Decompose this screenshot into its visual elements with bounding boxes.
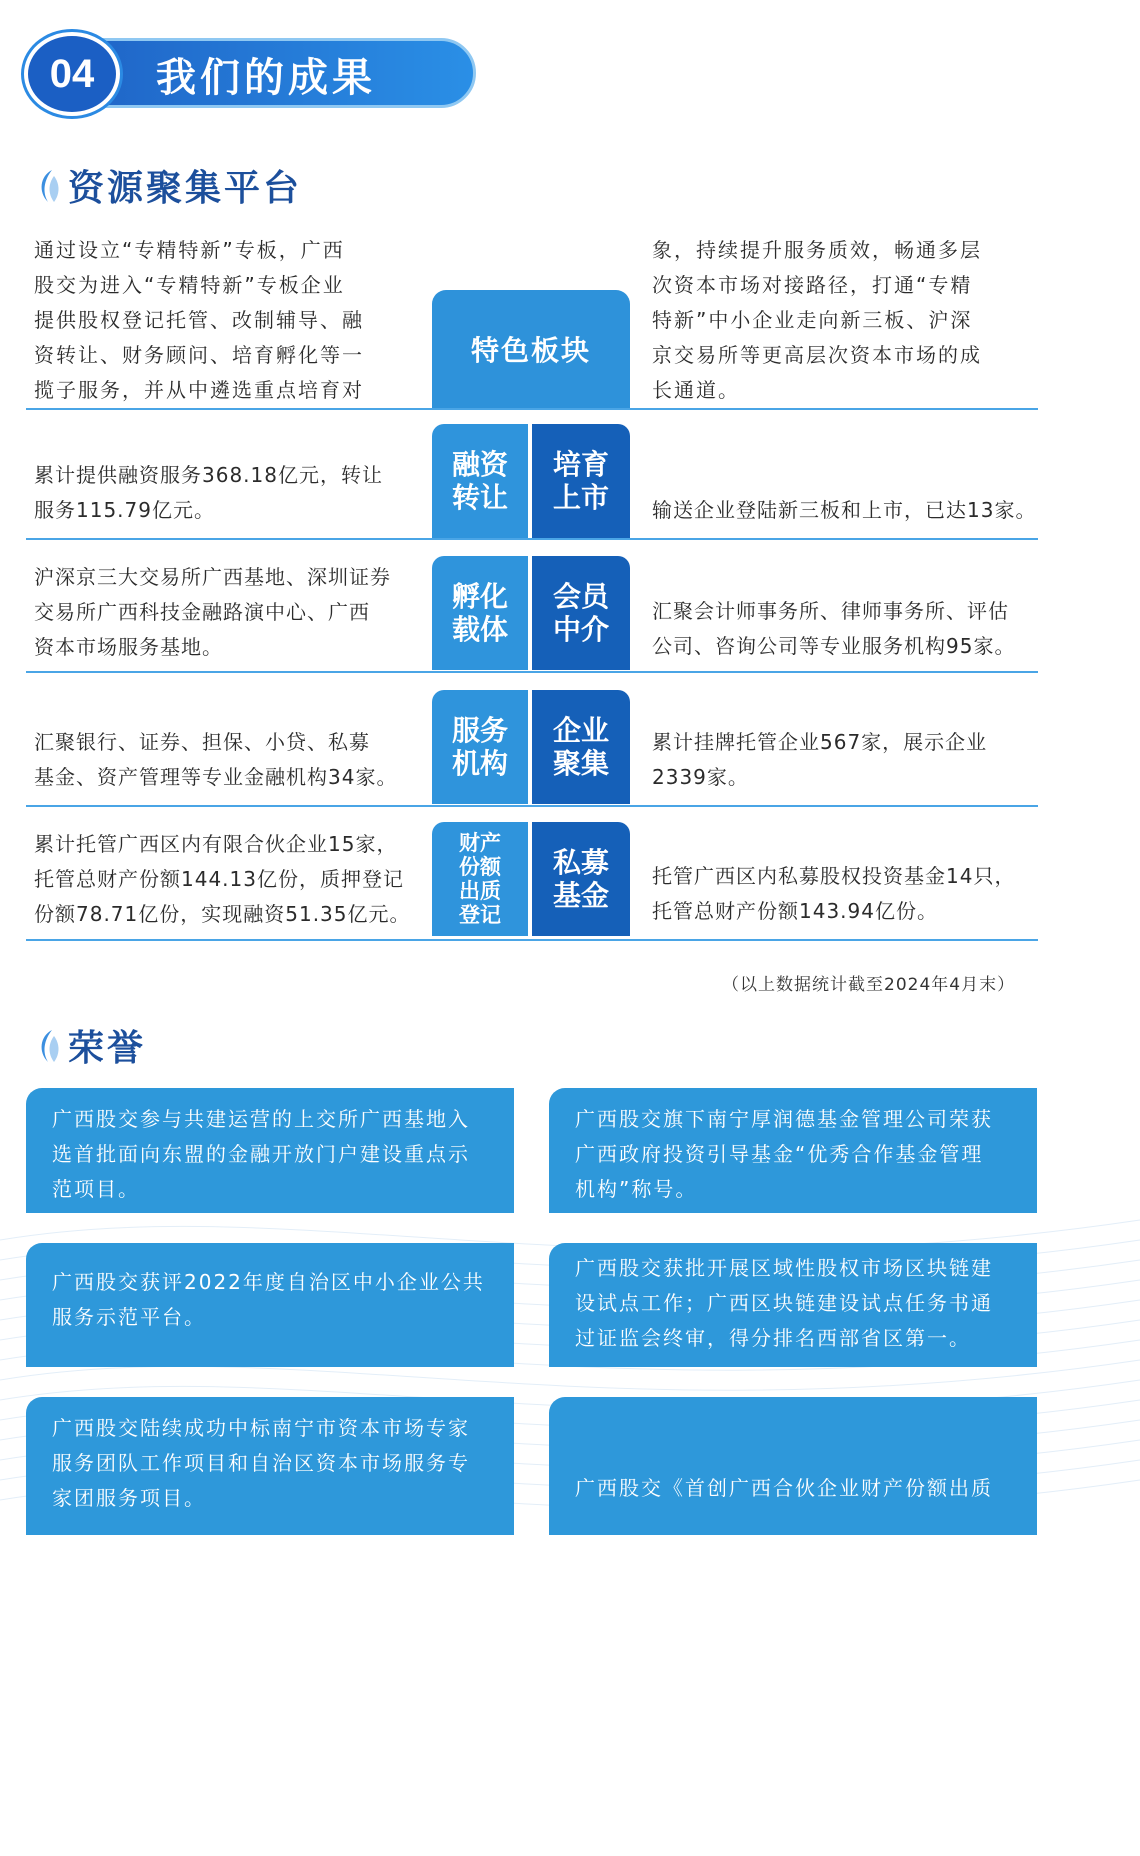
text-line: 广西股交参与共建运营的上交所广西基地入 [52,1107,470,1131]
divider [26,671,1038,673]
text-line: 广西政府投资引导基金“优秀合作基金管理 [575,1142,984,1166]
divider [26,939,1038,941]
text-line: 服务团队工作项目和自治区资本市场服务专 [52,1451,470,1475]
text-line: 创团队提名。 [575,1791,707,1815]
label-line: 中介 [552,613,609,646]
row4-right-text [652,859,1042,929]
text-line: 沪深京三大交易所广西基地、深圳证券 [34,565,391,589]
row4-left-label [432,822,528,936]
row4-left-text [34,827,428,932]
row3-left-text [34,725,428,795]
text-line: 特新”中小企业走向新三板、沪深 [652,308,973,332]
text-line: 荣获第二届广西直接融资十大经典案例及主 [575,1686,993,1710]
data-note: （以上数据统计截至2024年4月末） [722,975,1016,995]
text-line: 累计挂牌托管企业567家，展示企业 [652,730,988,754]
row2-right-text [652,594,1042,664]
label-line: 上市 [552,481,609,514]
text-line: 资本市场服务基地。 [34,635,223,659]
section-title-resources [34,160,302,211]
text-line: 汇聚银行、证券、担保、小贷、私募 [34,730,370,754]
row2-right-label [532,556,630,670]
divider [26,805,1038,807]
label-line: 孵化 [451,580,508,613]
leaf-icon [34,1028,60,1064]
row1-right-label [532,424,630,538]
row2-left-text [34,560,428,665]
row3-right-label [532,690,630,804]
divider [26,408,1038,410]
chapter-number-badge: 04 [24,32,120,116]
label-line: 份额 [459,855,501,879]
text-line: 托管总财产份额143.94亿份。 [652,899,938,923]
honor-card [549,1088,1037,1213]
feature-right-text [652,233,1040,408]
text-line: 范项目。 [52,1177,140,1201]
row4-right-label [532,822,630,936]
section-title-text: 荣誉 [68,1028,147,1069]
text-line: 次资本市场对接路径，打通“专精 [652,273,973,297]
text-line: 广西股交陆续成功中标南宁市资本市场专家 [52,1416,470,1440]
label-line: 财产 [459,831,501,855]
label-line: 服务 [451,714,508,747]
feature-left-text [34,233,426,408]
honor-card [549,1397,1037,1815]
text-line: 托管总财产份额144.13亿份，质押登记 [34,867,404,891]
text-line: 输送企业登陆新三板和上市，已达13家。 [652,498,1037,522]
feature-label-pill: 特色板块 [432,290,630,408]
row2-left-label [432,556,528,670]
text-line: 2339家。 [652,765,749,789]
text-line: 通过设立“专精特新”专板，广西 [34,238,345,262]
leaf-icon [34,168,60,204]
text-line: 设试点工作；广西区块链建设试点任务书通 [575,1291,993,1315]
text-line: 交易所广西科技金融路演中心、广西 [34,600,370,624]
divider [26,538,1038,540]
text-line: 机构”称号。 [575,1177,698,1201]
section-title-text: 资源聚集平台 [68,168,303,209]
text-line: 公司、咨询公司等专业服务机构95家。 [652,634,1016,658]
label-line: 培育 [552,448,609,481]
text-line: 选首批面向东盟的金融开放门户建设重点示 [52,1142,470,1166]
text-line: 广西股交《首创广西合伙企业财产份额出质 [575,1476,993,1500]
label-line: 企业 [552,714,609,747]
page-title: 我们的成果 [156,55,376,101]
honor-card [26,1243,514,1367]
label-line: 私募 [552,846,609,879]
text-line: 提供股权登记托管、改制辅导、融 [34,308,364,332]
text-line: 股交为进入“专精特新”专板企业 [34,273,345,297]
label-line: 聚集 [552,747,609,780]
text-line: 服务115.79亿元。 [34,498,215,522]
text-line: 象，持续提升服务质效，畅通多层 [652,238,982,262]
text-line: 广西股交获批开展区域性股权市场区块链建 [575,1256,993,1280]
row3-right-text [652,725,1042,795]
text-line: 服务示范平台。 [52,1305,206,1329]
text-line: 揽子服务，并从中遴选重点培育对 [34,378,364,402]
honor-card [549,1243,1037,1367]
label-line: 登记 [459,903,501,927]
row1-right-text [652,493,1052,528]
row3-left-label [432,690,528,804]
text-line: 新模式 致力完善多层次资本市场服务体系》 [575,1581,1010,1605]
row1-left-label [432,424,528,538]
text-line: 广西股交旗下南宁厚润德基金管理公司荣获 [575,1107,993,1131]
label-line: 载体 [451,613,508,646]
text-line: 托管广西区内私募股权投资基金14只， [652,864,1016,888]
honor-card [26,1088,514,1213]
section-title-honors [34,1020,146,1071]
text-line: 汇聚会计师事务所、律师事务所、评估 [652,599,1009,623]
text-line: 累计托管广西区内有限合伙企业15家， [34,832,398,856]
chapter-header [24,32,476,116]
text-line: 广西股交获评2022年度自治区中小企业公共 [52,1270,485,1294]
text-line: 份额78.71亿份，实现融资51.35亿元。 [34,902,411,926]
text-line: 长通道。 [652,378,740,402]
row1-left-text [34,458,428,528]
label-line: 转让 [451,481,508,514]
text-line: 过证监会终审，得分排名西部省区第一。 [575,1326,971,1350]
label-line: 融资 [451,448,508,481]
label-line: 机构 [451,747,508,780]
text-line: 资转让、财务顾问、培育孵化等一 [34,343,364,367]
text-line: 家团服务项目。 [52,1486,206,1510]
text-line: 京交易所等更高层次资本市场的成 [652,343,982,367]
label-line: 出质 [459,879,501,903]
honor-card [26,1397,514,1535]
text-line: 累计提供融资服务368.18亿元，转让 [34,463,383,487]
text-line: 基金、资产管理等专业金融机构34家。 [34,765,398,789]
label-line: 会员 [552,580,609,613]
label-line: 基金 [552,879,609,912]
